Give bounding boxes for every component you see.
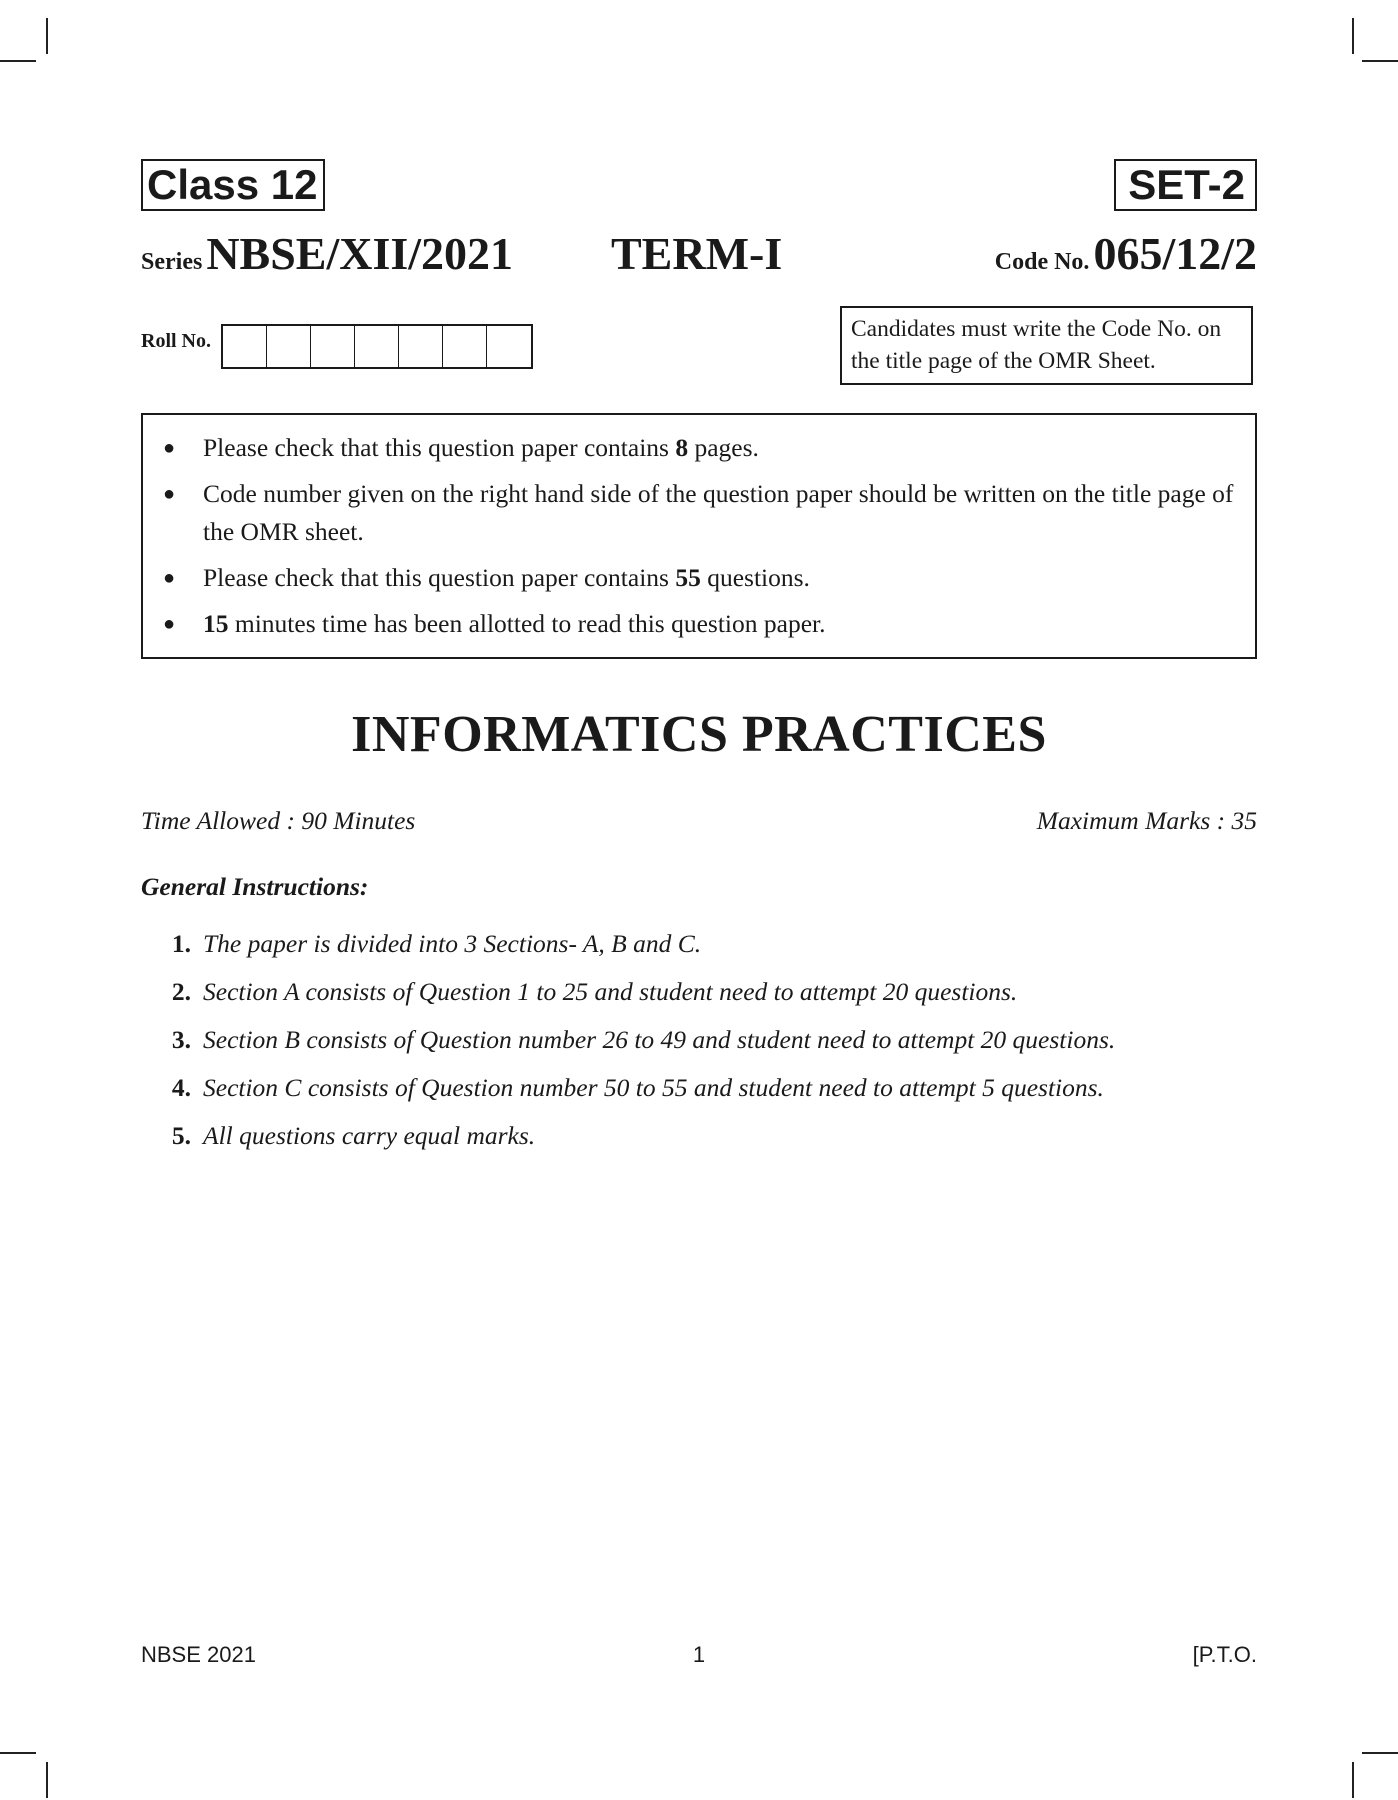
instruction-number: 4. — [171, 1073, 191, 1102]
set-label: SET-2 — [1114, 159, 1257, 211]
bullet-icon: ● — [163, 613, 176, 635]
max-marks: Maximum Marks : 35 — [1036, 806, 1257, 835]
check-item — [163, 475, 1235, 551]
crop-mark — [46, 1762, 48, 1798]
roll-number-cell[interactable] — [355, 326, 399, 367]
instruction-number: 3. — [171, 1025, 191, 1054]
roll-number-cell[interactable] — [487, 326, 531, 367]
crop-mark — [0, 1752, 36, 1754]
instruction-item — [141, 1069, 1257, 1107]
roll-number-boxes[interactable] — [221, 324, 533, 369]
code-prefix: Code No. — [994, 249, 1090, 275]
crop-mark — [1362, 1752, 1398, 1754]
crop-mark — [1352, 1762, 1354, 1798]
candidate-note: Candidates must write the Code No. on the title page of the OMR Sheet. — [840, 306, 1253, 385]
roll-number-cell[interactable] — [267, 326, 311, 367]
check-item — [163, 605, 1235, 643]
instruction-number: 1. — [171, 929, 191, 958]
crop-mark — [0, 60, 36, 62]
crop-mark — [1362, 60, 1398, 62]
series-prefix: Series — [141, 249, 203, 275]
code-value: 065/12/2 — [1093, 228, 1257, 279]
footer-left: NBSE 2021 — [141, 1642, 256, 1667]
roll-number-cell[interactable] — [399, 326, 443, 367]
series-row — [141, 228, 1257, 284]
crop-mark — [46, 18, 48, 54]
instruction-number: 5. — [171, 1121, 191, 1150]
instruction-text: Section C consists of Question number 50 to 55 and student need to attempt 5 questions. — [203, 1073, 1104, 1102]
instruction-text: Section B consists of Question number 26 to 49 and student need to attempt 20 questions. — [203, 1025, 1116, 1054]
time-allowed: Time Allowed : 90 Minutes — [141, 806, 416, 835]
instruction-item — [141, 1117, 1257, 1155]
instruction-item — [141, 1021, 1257, 1059]
bullet-icon: ● — [163, 483, 176, 505]
check-item-text: Please check that this question paper contains 8 pages. — [203, 433, 759, 462]
check-list-box — [141, 413, 1257, 659]
page-title: INFORMATICS PRACTICES — [351, 706, 1047, 763]
crop-mark — [1352, 18, 1354, 54]
term-label: TERM-I — [611, 228, 783, 279]
instruction-text: Section A consists of Question 1 to 25 and student need to attempt 20 questions. — [203, 977, 1018, 1006]
instructions-heading: General Instructions: — [141, 872, 369, 901]
instruction-item — [141, 925, 1257, 963]
roll-number-cell[interactable] — [443, 326, 487, 367]
page-number: 1 — [692, 1642, 706, 1667]
bullet-icon: ● — [163, 567, 176, 589]
series-value: NBSE/XII/2021 — [206, 228, 514, 279]
roll-label: Roll No. — [141, 330, 211, 352]
check-item-text: Please check that this question paper contains 55 questions. — [203, 563, 810, 592]
instruction-text: All questions carry equal marks. — [203, 1121, 536, 1150]
check-item — [163, 559, 1235, 597]
check-item-text: 15 minutes time has been allotted to read this question paper. — [203, 609, 826, 638]
instruction-number: 2. — [171, 977, 191, 1006]
code-block — [995, 227, 1257, 280]
roll-number-cell[interactable] — [311, 326, 355, 367]
series-block — [141, 227, 513, 280]
class-label: Class 12 — [141, 159, 325, 211]
instruction-item — [141, 973, 1257, 1011]
check-item — [163, 429, 1235, 467]
check-item-text: Code number given on the right hand side of the question paper should be written on the title page of the OMR sheet. — [203, 479, 1234, 546]
footer-pto: [P.T.O. — [1192, 1642, 1257, 1667]
roll-number-cell[interactable] — [223, 326, 267, 367]
bullet-icon: ● — [163, 437, 176, 459]
instructions-list — [141, 925, 1257, 1165]
instruction-text: The paper is divided into 3 Sections- A, B and C. — [203, 929, 702, 958]
